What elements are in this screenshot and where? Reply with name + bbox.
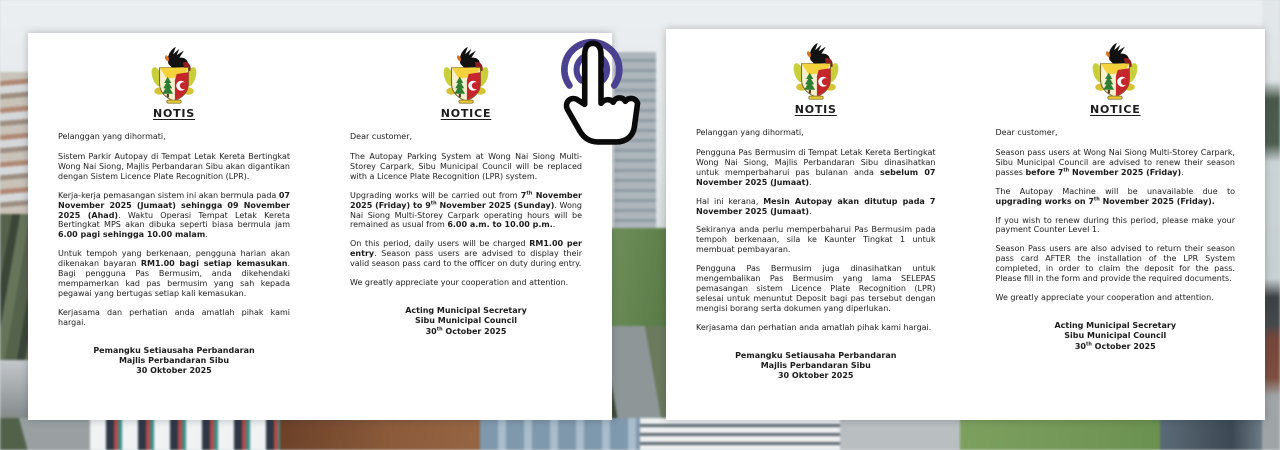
notice-paragraph: Season Pass users are also advised to return their season pass card AFTER the installation of the LPR System completed, in order to claim the deposit for the pass. Please fill in the form and provide the required documents. (995, 244, 1235, 284)
signature-line: Majlis Perbandaran Sibu (760, 360, 871, 370)
notice-paragraph: We greatly appreciate your cooperation and attention. (350, 278, 569, 288)
background-sidewalk (0, 418, 90, 450)
signature-line: 30 Oktober 2025 (777, 371, 854, 381)
background-glass-roof (480, 418, 640, 450)
signature-line: Sibu Municipal Council (1064, 331, 1167, 341)
background-field (960, 418, 1160, 450)
notice-column-english-2 (966, 29, 1266, 420)
notice-paragraph: Upgrading works will be carried out from 7th November 2025 (Friday) to 9th November 2025 (Sunday). Wong Nai Siong Multi-Storey Carpark operating hours will be remained as usual from 6.00 a.m. to 10.00 p.m.. (350, 190, 583, 230)
background-shophouses (90, 418, 300, 450)
notice-column-malay-1 (28, 33, 320, 420)
notice-paragraph: On this period, daily users will be charged RM1.00 per entry. Season pass users are advised to display their valid season pass card to the officer on duty during entry. (350, 239, 582, 269)
notice-paragraph: Season pass users at Wong Nai Siong Multi-Storey Carpark, Sibu Municipal Council are advised to renew their season passes before 7th November 2025 (Friday). (995, 148, 1235, 177)
council-crest-icon (789, 40, 843, 100)
notice-body (696, 148, 936, 333)
notice-paragraph: Kerjasama dan perhatian anda amatlah pihak kami hargai. (58, 307, 290, 327)
notice-heading: NOTIS (152, 107, 196, 120)
notice-body (58, 152, 290, 328)
notice-paragraph: The Autopay Machine will be unavailable due to upgrading works on 7th November 2025 (Friday). (995, 186, 1235, 206)
notice-paragraph: Hal ini kerana, Mesin Autopay akan ditutup pada 7 November 2025 (Jumaat). (696, 196, 936, 216)
notice-flyer-2[interactable] (666, 29, 1265, 420)
signature-block (58, 346, 290, 377)
notice-paragraph: Sistem Parkir Autopay di Tempat Letak Kereta Bertingkat Wong Nai Siong, Majlis Perbandaran Sibu akan digantikan dengan Sistem Licence Plate Recognition (LPR). (58, 152, 290, 181)
background-lawn (610, 228, 668, 333)
council-crest-icon (439, 44, 493, 104)
background-carpark (840, 418, 970, 450)
salutation: Dear customer, (995, 128, 1058, 137)
signature-block (350, 306, 582, 337)
signature-line: Pemangku Setiausaha Perbandaran (93, 345, 255, 355)
council-crest-icon (1088, 40, 1142, 100)
signature-line: Acting Municipal Secretary (1054, 320, 1177, 330)
signature-line: Pemangku Setiausaha Perbandaran (735, 350, 897, 360)
notice-paragraph: Kerjasama dan perhatian anda amatlah pihak kami hargai. (696, 322, 932, 332)
signature-line: 30th October 2025 (1074, 341, 1156, 351)
notice-paragraph: Kerja-kerja pemasangan sistem ini akan bermula pada 07 November 2025 (Jumaat) sehingga 09 November 2025 (Ahad). Waktu Operasi Tempat Letak Kereta Bertingkat MPS akan dibuka seperti biasa bermula jam 6.00 pagi sehingga 10.00 malam. (58, 190, 291, 240)
signature-line: Sibu Municipal Council (415, 316, 517, 326)
notice-paragraph: We greatly appreciate your cooperation and attention. (995, 292, 1214, 302)
signature-line: Majlis Perbandaran Sibu (118, 355, 230, 365)
notice-paragraph: Pengguna Pas Bermusim juga dinasihatkan untuk mengembalikan Pas Bermusim yang lama SELEPAS pemasangan sistem Licence Plate Recognition (LPR) selesai untuk menuntut Deposit bagi pas tersebut dengan mengisi borang serta dokumen yang diperlukan. (696, 264, 936, 313)
tap-gesture-icon[interactable] (551, 24, 653, 146)
notice-body (996, 148, 1236, 303)
notice-heading: NOTICE (1089, 103, 1141, 116)
salutation: Dear customer, (350, 132, 413, 141)
notice-heading: NOTICE (440, 107, 492, 120)
notice-paragraph: Pengguna Pas Bermusim di Tempat Letak Kereta Bertingkat Wong Nai Siong, Majlis Perbandaran Sibu dinasihatkan untuk memperbaharui pas bulanan anda sebelum 07 November 2025 (Jumaat). (696, 148, 936, 187)
council-crest-icon (147, 44, 201, 104)
notice-column-malay-2 (666, 29, 966, 420)
notice-flyer-1[interactable] (28, 33, 612, 420)
signature-line: 30th October 2025 (425, 326, 507, 336)
notice-paragraph: Sekiranya anda perlu memperbaharui Pas Bermusim pada tempoh berkenaan, sila ke Kaunter Tingkat 1 untuk membuat pembayaran. (696, 225, 936, 255)
notice-paragraph: The Autopay Parking System at Wong Nai Siong Multi-Storey Carpark, Sibu Municipal Council will be replaced with a Licence Plate Recognition (LPR) system. (350, 152, 582, 181)
signature-block (996, 321, 1236, 352)
signature-line: 30 Oktober 2025 (136, 366, 212, 376)
salutation: Pelanggan yang dihormati, (58, 132, 166, 141)
background-white-building (640, 418, 840, 450)
notice-body (350, 152, 582, 288)
salutation: Pelanggan yang dihormati, (696, 128, 804, 137)
notice-paragraph: If you wish to renew during this period, please make your payment Counter Level 1. (995, 215, 1235, 235)
notice-paragraph: Untuk tempoh yang berkenaan, pengguna harian akan dikenakan bayaran RM1.00 bagi setiap kemasukan. Bagi pengguna Pas Bermusim, anda dikehendaki mempamerkan kad pas bermusim yang sah kepada pegawai yang bertugas setiap kali kemasukan. (58, 249, 290, 298)
signature-block (696, 351, 936, 382)
signature-line: Acting Municipal Secretary (405, 305, 527, 315)
background-street-strip (0, 418, 1280, 450)
notice-heading: NOTIS (794, 103, 837, 116)
